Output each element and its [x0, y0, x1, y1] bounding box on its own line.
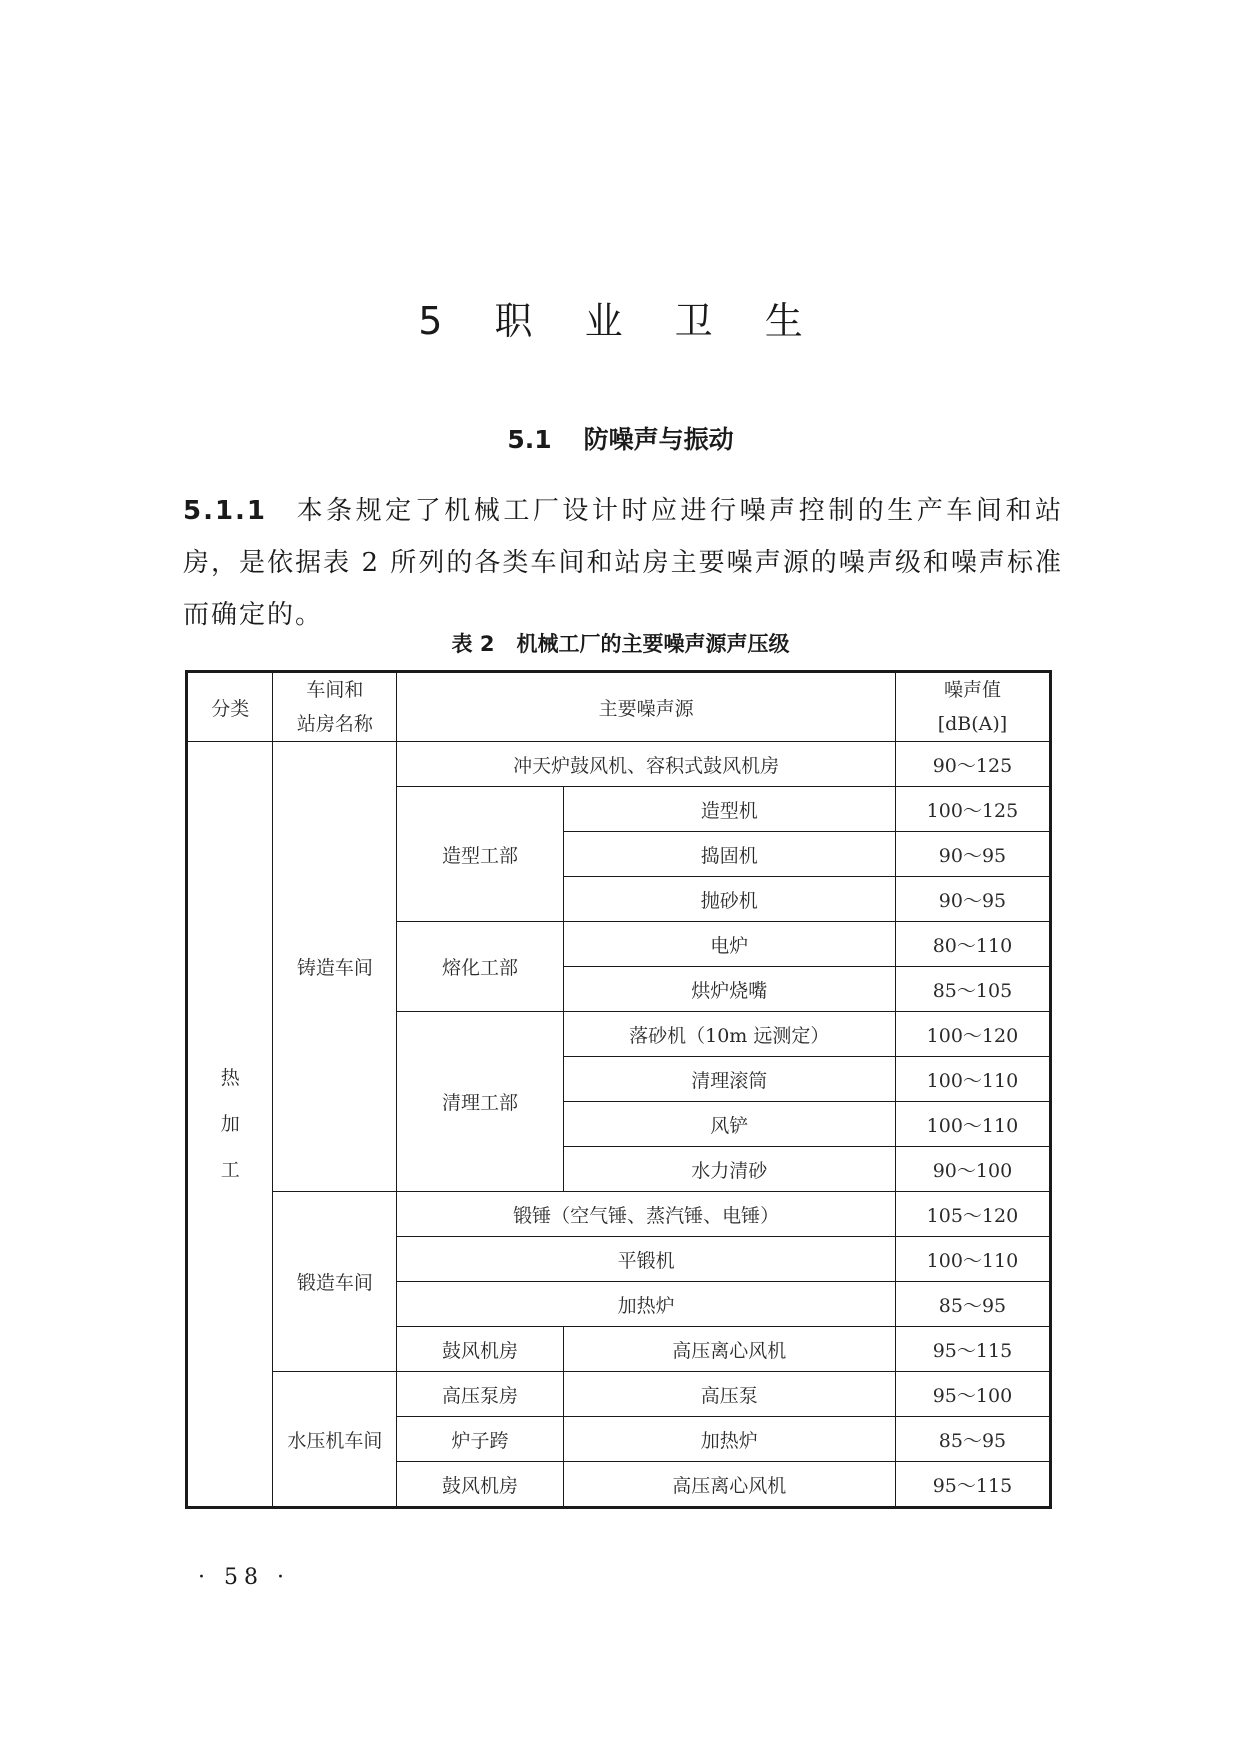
table-row: [187, 742, 1051, 787]
category-char: 加: [220, 1113, 240, 1135]
value-cell: 90～100: [895, 1147, 1050, 1192]
clause-number: 5.1.1: [183, 496, 268, 526]
clause-text: 本条规定了机械工厂设计时应进行噪声控制的生产车间和站房，是依据表 2 所列的各类车间和站房主要噪声源的噪声级和噪声标准而确定的。: [183, 496, 1063, 630]
value-cell: 90～125: [895, 742, 1050, 787]
header-source: 主要噪声源: [397, 672, 895, 742]
table-caption: [0, 628, 1241, 658]
source-cell: 落砂机（10m 远测定）: [563, 1012, 895, 1057]
source-cell: 电炉: [563, 922, 895, 967]
header-workshop-line2: 站房名称: [296, 713, 373, 735]
source-cell: 高压离心风机: [563, 1462, 895, 1508]
source-cell: 平锻机: [397, 1237, 895, 1282]
workshop-casting: 铸造车间: [273, 742, 397, 1192]
value-cell: 100～110: [895, 1237, 1050, 1282]
source-cell: 抛砂机: [563, 877, 895, 922]
source-cell: 水力清砂: [563, 1147, 895, 1192]
source-cell: 清理滚筒: [563, 1057, 895, 1102]
table-number: 表 2: [451, 632, 495, 656]
table-title: 机械工厂的主要噪声源声压级: [516, 632, 790, 656]
section-name: 防噪声与振动: [583, 425, 734, 454]
value-cell: 100～110: [895, 1057, 1050, 1102]
chapter-title: [0, 290, 1241, 345]
section-number: 5.1: [507, 425, 552, 454]
chapter-number: 5: [418, 299, 463, 343]
subdept-melting: 熔化工部: [397, 922, 563, 1012]
category-char: 工: [220, 1159, 240, 1181]
table-row: [187, 1192, 1051, 1237]
value-cell: 95～115: [895, 1327, 1050, 1372]
value-cell: 80～110: [895, 922, 1050, 967]
value-cell: 100～120: [895, 1012, 1050, 1057]
source-cell: 高压离心风机: [563, 1327, 895, 1372]
noise-table: [185, 670, 1052, 1509]
section-title: [0, 420, 1241, 456]
value-cell: 90～95: [895, 877, 1050, 922]
value-cell: 85～105: [895, 967, 1050, 1012]
source-cell: 加热炉: [563, 1417, 895, 1462]
source-cell: 冲天炉鼓风机、容积式鼓风机房: [397, 742, 895, 787]
subdept-cell: 鼓风机房: [397, 1462, 563, 1508]
source-cell: 捣固机: [563, 832, 895, 877]
header-value: [895, 672, 1050, 742]
subdept-cell: 炉子跨: [397, 1417, 563, 1462]
workshop-hydraulic: 水压机车间: [273, 1372, 397, 1508]
chapter-name: 职 业 卫 生: [494, 299, 823, 343]
value-cell: 100～125: [895, 787, 1050, 832]
header-workshop: [273, 672, 397, 742]
page-number: · 58 ·: [198, 1565, 290, 1590]
subdept-cell: 高压泵房: [397, 1372, 563, 1417]
value-cell: 95～115: [895, 1462, 1050, 1508]
source-cell: 造型机: [563, 787, 895, 832]
header-value-line2: [dB(A)]: [937, 713, 1008, 735]
value-cell: 85～95: [895, 1417, 1050, 1462]
category-cell: [187, 742, 273, 1508]
subdept-cleaning: 清理工部: [397, 1012, 563, 1192]
header-category: 分类: [187, 672, 273, 742]
source-cell: 烘炉烧嘴: [563, 967, 895, 1012]
value-cell: 95～100: [895, 1372, 1050, 1417]
header-value-line1: 噪声值: [943, 679, 1001, 701]
header-workshop-line1: 车间和: [306, 679, 364, 701]
category-char: 热: [220, 1067, 240, 1089]
source-cell: 加热炉: [397, 1282, 895, 1327]
workshop-forging: 锻造车间: [273, 1192, 397, 1372]
source-cell: 锻锤（空气锤、蒸汽锤、电锤）: [397, 1192, 895, 1237]
table-header-row: [187, 672, 1051, 742]
subdept-blower: 鼓风机房: [397, 1327, 563, 1372]
value-cell: 85～95: [895, 1282, 1050, 1327]
source-cell: 风铲: [563, 1102, 895, 1147]
table-row: [187, 1372, 1051, 1417]
value-cell: 100～110: [895, 1102, 1050, 1147]
source-cell: 高压泵: [563, 1372, 895, 1417]
value-cell: 90～95: [895, 832, 1050, 877]
clause-paragraph: [183, 485, 1063, 641]
value-cell: 105～120: [895, 1192, 1050, 1237]
subdept-molding: 造型工部: [397, 787, 563, 922]
